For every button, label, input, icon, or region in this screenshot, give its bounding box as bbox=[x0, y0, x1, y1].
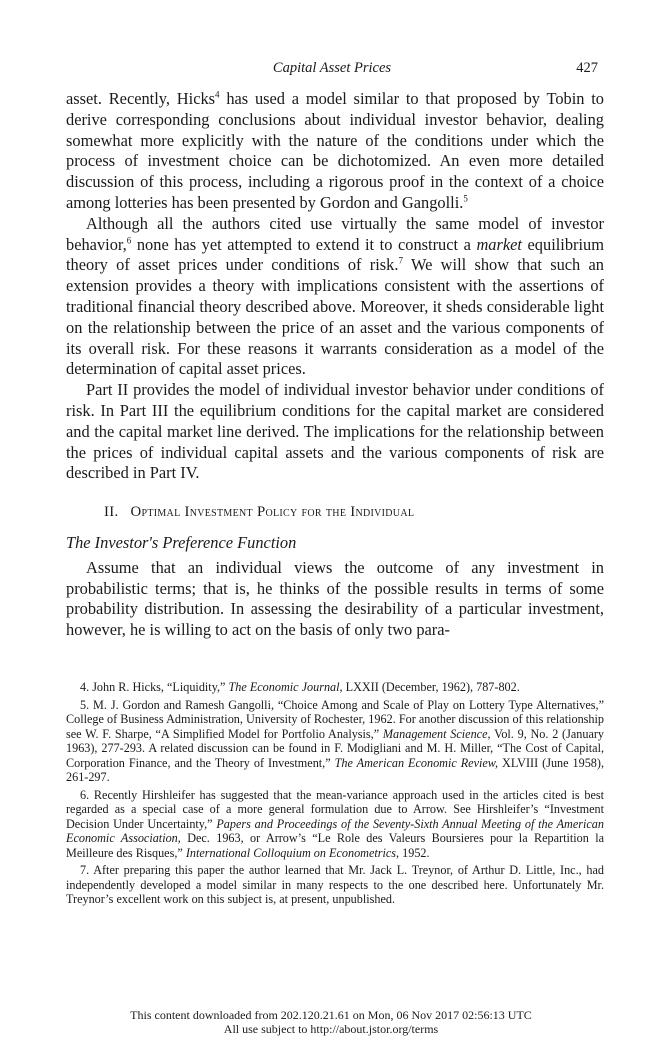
paragraph: Part II provides the model of individual investor behavior under conditions of risk. In Part III the equilibrium conditions for the capital market are considered and the capital market line derived. The implications for the relationship between the prices of individual capital assets and the various components of risk are described in Part IV. bbox=[66, 380, 604, 483]
text-run: equilibrium theory of asset prices under conditions of risk. bbox=[66, 234, 605, 275]
emphasis: Management Science, bbox=[382, 726, 491, 741]
section-numeral: II. bbox=[104, 504, 119, 521]
paragraph bbox=[66, 214, 604, 380]
paragraph: Assume that an individual views the outcome of any investment in probabilistic terms; that is, he thinks of the possible results in terms of some probability distribution. In assessing the desirability of a particular investment, however, he is willing to act on the basis of only two para- bbox=[66, 557, 604, 640]
footnote-ref: 5 bbox=[463, 193, 468, 204]
footnote bbox=[66, 788, 604, 861]
emphasis: The American Economic Review, bbox=[334, 755, 499, 770]
footnotes bbox=[66, 680, 604, 910]
page-number: 427 bbox=[576, 60, 598, 76]
text-run: XLVIII (June 1958), 261-297. bbox=[66, 755, 605, 784]
section-title: Optimal Investment Policy for the Individual bbox=[130, 504, 415, 521]
emphasis: market bbox=[476, 234, 522, 254]
footnote: 7. After preparing this paper the author learned that Mr. Jack L. Treynor, of Arthur D. Little, Inc., had independently developed a model similar in many respects to the one described here. Unfortunately Mr. Treynor’s excellent work on this subject is, at present, unpublished. bbox=[66, 863, 604, 906]
text-run: 1952. bbox=[399, 845, 430, 860]
footnote-ref: 6 bbox=[126, 235, 132, 246]
emphasis: International Colloquium on Econometrics, bbox=[185, 845, 400, 860]
section-heading bbox=[66, 502, 604, 523]
text-run: has used a model similar to that proposed by Tobin to derive corresponding conclusions about individual investor behavior, dealing somewhat more explicitly with the nature of the conditions under which the process of investment choice can be dichotomized. An even more detailed discussion of this process, including a rigorous proof in the context of a choice among lotteries has been presented by Gordon and Gangolli. bbox=[66, 89, 605, 212]
paragraph bbox=[66, 89, 604, 214]
footnote-ref: 7 bbox=[398, 255, 403, 266]
footnote-ref: 4 bbox=[215, 89, 220, 100]
download-footer bbox=[0, 1008, 662, 1036]
footnote bbox=[66, 698, 604, 785]
emphasis: The Economic Journal, bbox=[228, 680, 343, 694]
footnote bbox=[66, 680, 604, 695]
text-run: 4. John R. Hicks, “Liquidity,” bbox=[80, 680, 229, 694]
footer-line: All use subject to http://about.jstor.org/terms bbox=[223, 1022, 439, 1036]
text-run: Although all the authors cited use virtually the same model of investor behavior, bbox=[66, 213, 604, 254]
subheading: The Investor's Preference Function bbox=[66, 532, 297, 552]
footer-line: This content downloaded from 202.120.21.61 on Mon, 06 Nov 2017 02:56:13 UTC bbox=[130, 1008, 532, 1022]
text-run: none has yet attempted to extend it to construct a bbox=[131, 234, 477, 254]
main-text bbox=[66, 89, 604, 641]
running-head-title: Capital Asset Prices bbox=[272, 60, 392, 76]
emphasis: Papers and Proceedings of the Seventy-Sixth Annual Meeting of the American Economic Association, bbox=[66, 816, 604, 845]
text-run: asset. Recently, Hicks bbox=[66, 89, 216, 108]
text-run: Vol. 9, No. 2 (January 1963), 277-293. A related discussion can be found in F. Modigliani and M. H. Miller, “The Cost of Capital, Corporation Finance, and the Theory of Investment,” bbox=[66, 726, 605, 770]
running-head bbox=[66, 60, 598, 80]
text-run: Dec. 1963, or Arrow’s “Le Role des Valeurs Boursieres pour la Repartition la Meilleure des Risques,” bbox=[66, 831, 604, 860]
text-run: 5. M. J. Gordon and Ramesh Gangolli, “Choice Among and Scale of Play on Lottery Type Alternatives,” College of Business Administration, University of Rochester, 1962. For another discussion of this relationship see W. F. Sharpe, “A Simplified Model for Portfolio Analysis,” bbox=[66, 697, 604, 741]
text-run: We will show that such an extension provides a theory with implications consistent with the assertions of traditional financial theory described above. Moreover, it sheds considerable light on the relationship between the price of an asset and the various components of its overall risk. For these reasons it warrants consideration as a model of the determination of capital asset prices. bbox=[66, 255, 605, 379]
text-run: LXXII (December, 1962), 787-802. bbox=[342, 680, 520, 694]
text-run: 6. Recently Hirshleifer has suggested that the mean-variance approach used in the articles cited is best regarded as a special case of a more general formulation due to Arrow. See Hirshleifer’s “Investment Decision Under Uncertainty,” bbox=[66, 787, 604, 831]
